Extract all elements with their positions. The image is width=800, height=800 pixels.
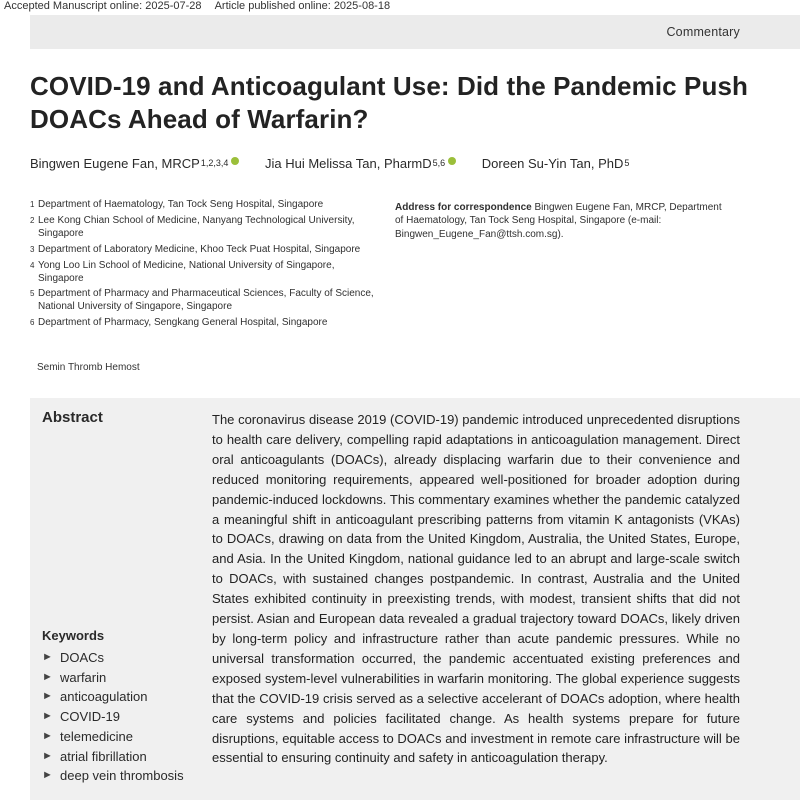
published-date: Article published online: 2025-08-18 bbox=[214, 0, 391, 12]
affiliation-number: 3 bbox=[30, 244, 35, 254]
keyword-item bbox=[42, 668, 184, 688]
keyword: atrial fibrillation bbox=[60, 748, 147, 764]
affiliation bbox=[30, 244, 375, 257]
publication-dates bbox=[4, 0, 390, 12]
keyword-item bbox=[42, 687, 184, 707]
author-affiliation: 5,6 bbox=[432, 157, 446, 168]
affiliation-number: 4 bbox=[30, 260, 35, 270]
keyword-list bbox=[42, 648, 184, 786]
author-list bbox=[30, 156, 790, 171]
correspondence-label: Address for correspondence bbox=[395, 202, 532, 213]
bullet-arrow-icon: ► bbox=[42, 651, 53, 663]
keyword-item bbox=[42, 707, 184, 727]
affiliation-text: Department of Pharmacy, Sengkang General Hospital, Singapore bbox=[38, 317, 328, 329]
affiliation-number: 1 bbox=[30, 200, 35, 209]
keywords-heading: Keywords bbox=[42, 628, 105, 643]
keyword-item bbox=[42, 766, 184, 786]
bullet-arrow-icon: ► bbox=[42, 670, 53, 683]
keyword-item bbox=[42, 648, 184, 668]
keyword: deep vein thrombosis bbox=[60, 768, 184, 784]
keyword-item bbox=[42, 727, 184, 747]
abstract-heading: Abstract bbox=[42, 409, 103, 426]
orcid-icon[interactable] bbox=[231, 157, 239, 165]
author-name: Jia Hui Melissa Tan, PharmD bbox=[264, 156, 432, 171]
journal-name: Semin Thromb Hemost bbox=[37, 362, 140, 373]
affiliation-text: Department of Haematology, Tan Tock Seng Hospital, Singapore bbox=[38, 199, 324, 210]
bullet-arrow-icon: ► bbox=[42, 749, 53, 762]
article-title: COVID-19 and Anticoagulant Use: Did the Pandemic Push DOACs Ahead of Warfarin? bbox=[30, 71, 749, 134]
section-label: Commentary bbox=[666, 25, 740, 39]
accepted-date: Accepted Manuscript online: 2025-07-28 bbox=[4, 0, 202, 12]
correspondence-text: Bingwen Eugene Fan, MRCP, Department of Haematology, Tan Tock Seng Hospital, Singapore (e-mail: Bingwen_Eugene_Fan@ttsh.com.sg). bbox=[395, 202, 722, 240]
author-affiliation: 1,2,3,4 bbox=[200, 157, 229, 168]
author bbox=[30, 156, 239, 171]
affiliation-number: 2 bbox=[30, 215, 35, 225]
author bbox=[482, 156, 630, 171]
correspondence-block bbox=[395, 201, 725, 241]
affiliation bbox=[30, 215, 375, 241]
affiliation-text: Department of Laboratory Medicine, Khoo Teck Puat Hospital, Singapore bbox=[38, 243, 361, 255]
affiliation-text: Department of Pharmacy and Pharmaceutical Sciences, Faculty of Science, National University of Singapore, Singapore bbox=[38, 288, 374, 313]
abstract-text: The coronavirus disease 2019 (COVID-19) pandemic introduced unprecedented disruptions to health care delivery, compelling rapid adaptations in anticoagulation management. Direct oral anticoagulants (DOACs), already displacing warfarin due to their convenience and reduced monitoring requirements, appeared well-positioned for broader adoption during pandemic-induced lockdowns. This commentary examines whether the pandemic catalyzed a meaningful shift in anticoagulant prescribing patterns from vitamin K antagonists (VKAs) to DOACs, drawing on data from the United Kingdom, Australia, the United States, Europe, and Asia. In the United Kingdom, national guidance led to an abrupt and large-scale switch to DOACs, with sustained changes postpandemic. In contrast, Australia and the United States exhibited continuity in preexisting trends, with modest, transient shifts that did not persist. Asian and European data revealed a gradual trajectory toward DOACs, likely driven by long-term policy and infrastructure rather than acute pandemic pressures. While no universal transformation occurred, the pandemic accentuated existing preferences and exposed system-level vulnerabilities in warfarin monitoring. The global experience suggests that the COVID-19 crisis served as a selective accelerant of DOACs adoption, where health care systems and policies facilitated change. As health systems prepare for future disruptions, equitable access to DOACs and investment in remote care infrastructure will be essential to ensuring continuity and safety in anticoagulation therapy. bbox=[212, 412, 740, 766]
bullet-arrow-icon: ► bbox=[42, 729, 53, 742]
keyword: DOACs bbox=[60, 650, 105, 665]
keyword-item bbox=[42, 747, 184, 767]
affiliation-text: Yong Loo Lin School of Medicine, National University of Singapore, Singapore bbox=[38, 259, 335, 284]
author-name: Doreen Su-Yin Tan, PhD bbox=[481, 156, 624, 171]
affiliation-text: Lee Kong Chian School of Medicine, Nanyang Technological University, Singapore bbox=[38, 214, 355, 239]
affiliation bbox=[30, 260, 375, 286]
author bbox=[265, 156, 456, 171]
bullet-arrow-icon: ► bbox=[42, 690, 53, 703]
orcid-icon[interactable] bbox=[448, 157, 456, 165]
keyword: telemedicine bbox=[60, 728, 133, 744]
affiliation bbox=[30, 288, 375, 314]
affiliation-number: 5 bbox=[30, 289, 35, 299]
bullet-arrow-icon: ► bbox=[42, 769, 53, 782]
author-affiliation: 5 bbox=[624, 157, 630, 168]
affiliation bbox=[30, 317, 375, 330]
affiliation bbox=[30, 199, 375, 212]
bullet-arrow-icon: ► bbox=[42, 710, 53, 723]
keyword: COVID-19 bbox=[60, 709, 120, 725]
keyword: anticoagulation bbox=[60, 689, 148, 705]
affiliation-number: 6 bbox=[30, 318, 35, 328]
keyword: warfarin bbox=[60, 669, 107, 685]
author-name: Bingwen Eugene Fan, MRCP bbox=[30, 156, 200, 171]
affiliation-list bbox=[30, 199, 375, 333]
